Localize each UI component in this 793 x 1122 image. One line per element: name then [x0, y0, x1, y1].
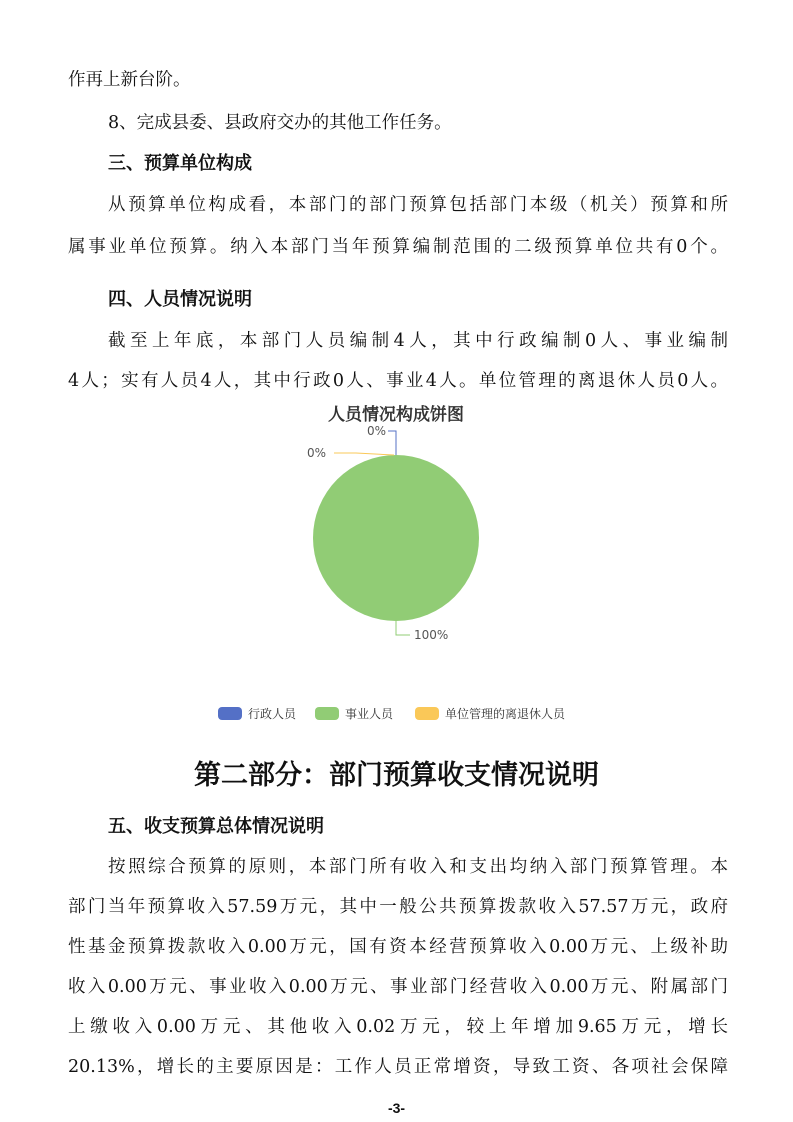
chart-title: 人员情况构成饼图	[328, 405, 464, 425]
text-line: 20.13%，增长的主要原因是：工作人员正常增资，导致工资、各项社会保障	[68, 1057, 728, 1077]
text-line: 性基金预算拨款收入0.00万元，国有资本经营预算收入0.00万元、上级补助	[68, 937, 728, 957]
pie-data-label: 100%	[414, 628, 449, 642]
text-line: 截至上年底，本部门人员编制4人，其中行政编制0人、事业编制	[108, 331, 728, 351]
text-line: 作再上新台阶。	[68, 70, 191, 90]
text-line: 属事业单位预算。纳入本部门当年预算编制范围的二级预算单位共有0个。	[68, 237, 728, 257]
page-number: -3-	[387, 1100, 406, 1116]
pie-leader-line	[396, 621, 410, 635]
section-heading-4: 四、人员情况说明	[108, 289, 252, 310]
part-title: 第二部分：部门预算收支情况说明	[194, 760, 599, 791]
text-line: 从预算单位构成看，本部门的部门预算包括部门本级（机关）预算和所	[108, 195, 728, 215]
text-line: 上缴收入0.00万元、其他收入0.02万元，较上年增加9.65万元，增长	[68, 1017, 728, 1037]
legend-label: 单位管理的离退休人员	[445, 707, 566, 721]
text-line: 收入0.00万元、事业收入0.00万元、事业部门经营收入0.00万元、附属部门	[68, 977, 728, 997]
legend-label: 行政人员	[248, 707, 297, 721]
text-line: 按照综合预算的原则，本部门所有收入和支出均纳入部门预算管理。本	[108, 857, 728, 877]
pie-slice	[313, 455, 479, 621]
text-line: 4人；实有人员4人，其中行政0人、事业4人。单位管理的离退休人员0人。	[68, 371, 728, 391]
text-line: 部门当年预算收入57.59万元，其中一般公共预算拨款收入57.57万元，政府	[68, 897, 728, 917]
text-line: 8、完成县委、县政府交办的其他工作任务。	[108, 113, 452, 133]
staff-pie-chart	[200, 398, 600, 728]
legend-swatch	[315, 707, 339, 720]
section-heading-5: 五、收支预算总体情况说明	[108, 816, 324, 837]
pie-data-label: 0%	[366, 424, 386, 438]
section-heading-3: 三、预算单位构成	[108, 153, 252, 174]
legend-swatch	[415, 707, 439, 720]
pie-leader-line	[388, 431, 396, 455]
pie-data-label: 0%	[306, 446, 326, 460]
pie-leader-line	[334, 453, 394, 455]
legend-swatch	[218, 707, 242, 720]
legend-label: 事业人员	[345, 707, 394, 721]
